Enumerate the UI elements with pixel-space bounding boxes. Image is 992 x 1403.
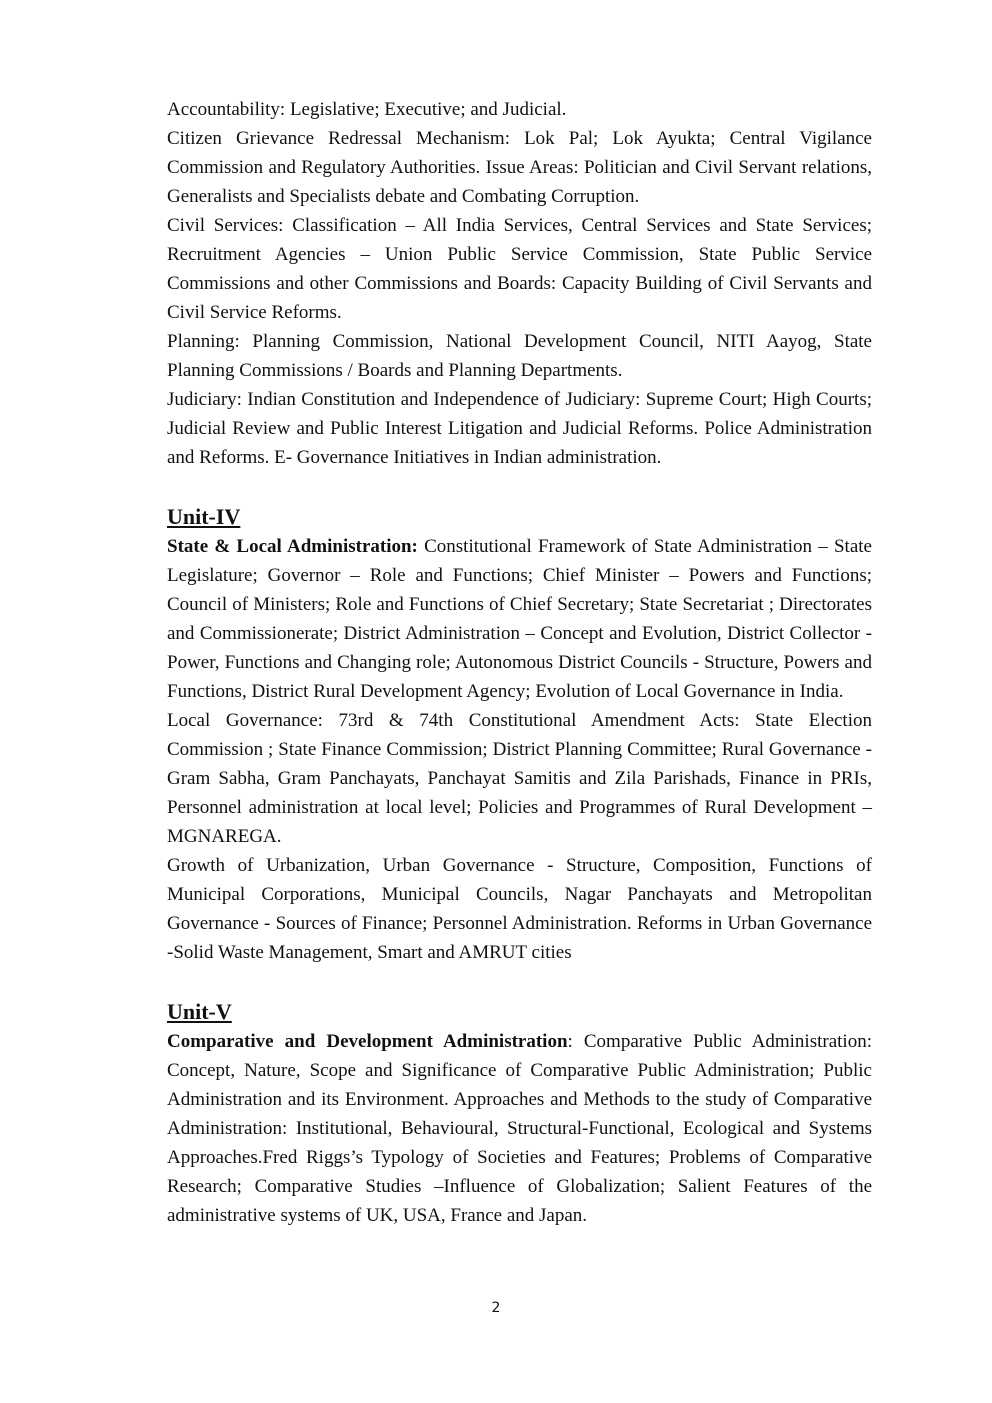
unit-iv-section <box>167 502 872 967</box>
paragraph-text: Constitutional Framework of State Administration – State Legislature; Governor – Role and Functions; Chief Minister – Powers and Functions; Council of Ministers; Role and Functions of Chief Secretary; State Secretariat ; Directorates and Commissionerate; District Administration – Concept and Evolution, District Collector - Power, Functions and Changing role; Autonomous District Councils - Structure, Powers and Functions, District Rural Development Agency; Evolution of Local Governance in India. <box>167 536 872 702</box>
paragraph-text: : Comparative Public Administration: Concept, Nature, Scope and Significance of Comparative Public Administration; Public Administration and its Environment. Approaches and Methods to the study of Comparative Administration: Institutional, Behavioural, Structural-Functional, Ecological and Systems Approaches.Fred Riggs’s Typology of Societies and Features; Problems of Comparative Research; Comparative Studies –Influence of Globalization; Salient Features of the administrative systems of UK, USA, France and Japan. <box>167 1031 872 1226</box>
unit-iv-heading: Unit-IV <box>167 504 241 529</box>
paragraph-local-governance: Local Governance: 73rd & 74th Constitutional Amendment Acts: State Election Commission ; State Finance Commission; District Planning Committee; Rural Governance - Gram Sabha, Gram Panchayats, Panchayat Samitis and Zila Parishads, Finance in PRIs, Personnel administration at local level; Policies and Programmes of Rural Development – MGNAREGA. <box>167 710 872 847</box>
paragraph-civil-services: Civil Services: Classification – All India Services, Central Services and State Services; Recruitment Agencies – Union Public Service Commission, State Public Service Commissions and other Commissions and Boards: Capacity Building of Civil Servants and Civil Service Reforms. <box>167 215 872 323</box>
paragraph-comparative <box>167 1027 872 1230</box>
lead-comparative: Comparative and Development Administration <box>167 1031 568 1052</box>
paragraph-accountability: Accountability: Legislative; Executive; and Judicial. <box>167 99 567 120</box>
intro-section <box>167 95 872 472</box>
lead-state-local: State & Local Administration: <box>167 536 418 557</box>
paragraph-judiciary: Judiciary: Indian Constitution and Independence of Judiciary: Supreme Court; High Courts; Judicial Review and Public Interest Litigation and Judicial Reforms. Police Administration and Reforms. E- Governance Initiatives in Indian administration. <box>167 389 872 468</box>
unit-v-section <box>167 997 872 1230</box>
paragraph-state-local <box>167 532 872 706</box>
unit-v-heading: Unit-V <box>167 999 232 1024</box>
paragraph-urbanization: Growth of Urbanization, Urban Governance - Structure, Composition, Functions of Municipal Corporations, Municipal Councils, Nagar Panchayats and Metropolitan Governance - Sources of Finance; Personnel Administration. Reforms in Urban Governance -Solid Waste Management, Smart and AMRUT cities <box>167 855 872 963</box>
paragraph-grievance: Citizen Grievance Redressal Mechanism: Lok Pal; Lok Ayukta; Central Vigilance Commission and Regulatory Authorities. Issue Areas: Politician and Civil Servant relations, Generalists and Specialists debate and Combating Corruption. <box>167 128 872 207</box>
document-page <box>167 95 872 1230</box>
paragraph-planning: Planning: Planning Commission, National Development Council, NITI Aayog, State Planning Commissions / Boards and Planning Departments. <box>167 331 872 381</box>
page-number: 2 <box>491 1300 501 1316</box>
